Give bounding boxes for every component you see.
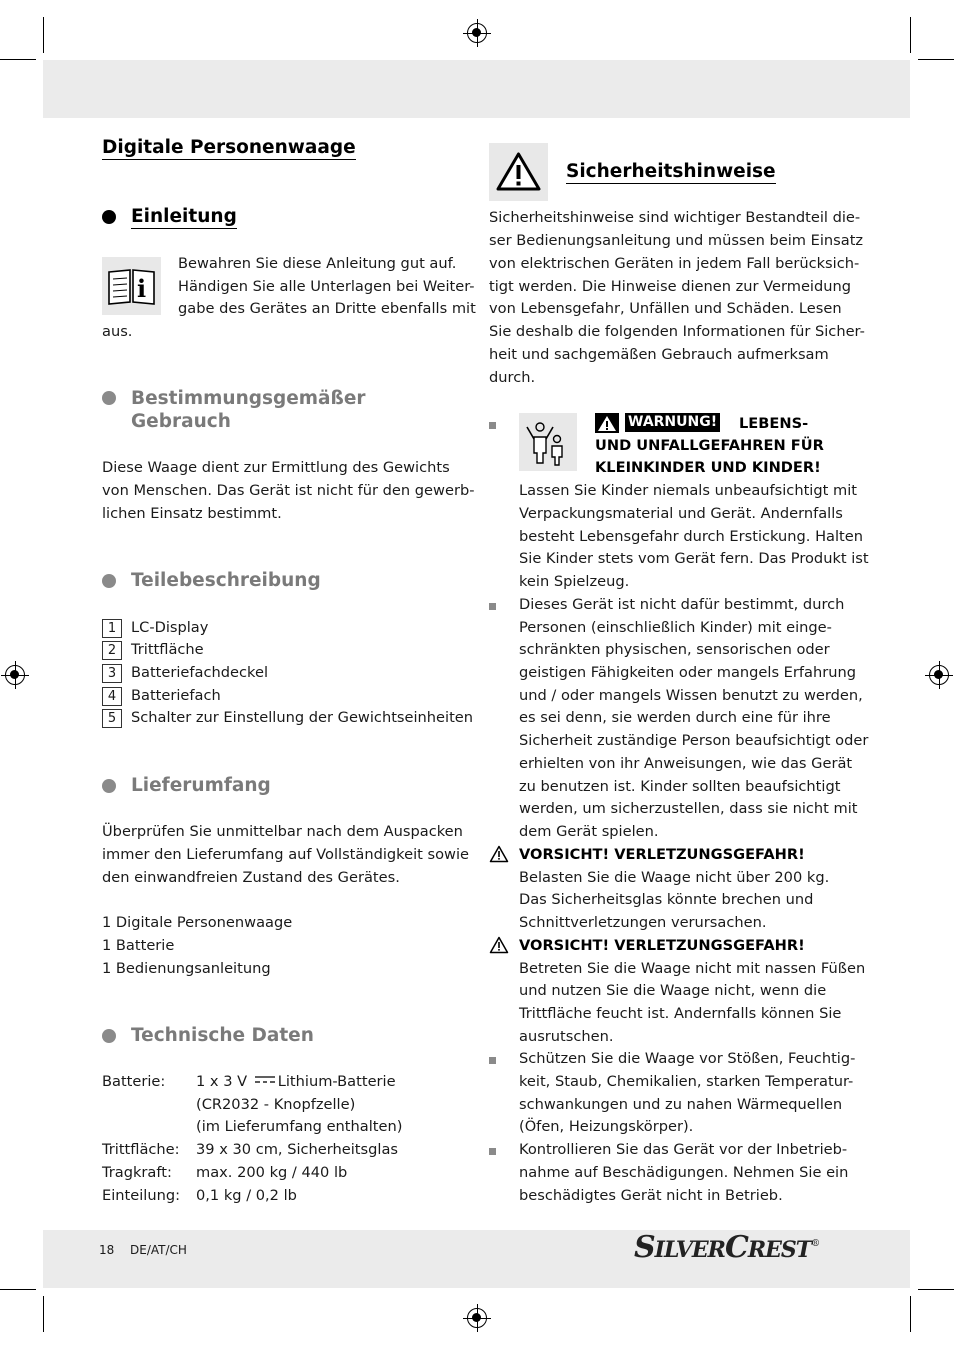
part-number: 1 bbox=[102, 619, 122, 638]
liefer-item: 1 Batterie bbox=[102, 937, 175, 954]
bullet2-line: Personen (einschließlich Kinder) mit einge- bbox=[519, 619, 832, 636]
caution-title: VORSICHT! VERLETZUNGSGEFAHR! bbox=[519, 937, 805, 954]
spec-value: (im Lieferumfang enthalten) bbox=[196, 1118, 403, 1135]
caution2-line: und nutzen Sie die Waage nicht, wenn die bbox=[519, 982, 827, 999]
section-bullet bbox=[102, 1029, 116, 1043]
page-title: Digitale Personenwaage bbox=[102, 137, 356, 158]
bullet2-line: schränkten physischen, sensorischen oder bbox=[519, 641, 830, 658]
intro-line: ser Bedienungsanleitung und müssen beim Einsatz bbox=[489, 232, 864, 249]
liefer-line: den einwandfreien Zustand des Gerätes. bbox=[102, 869, 400, 886]
bullet4-line: nahme auf Beschädigungen. Nehmen Sie ein bbox=[519, 1164, 849, 1181]
intro-line: Sie deshalb die folgenden Informationen für Sicher- bbox=[489, 323, 865, 340]
einleitung-line: Händigen Sie alle Unterlagen bei Weiter- bbox=[178, 278, 475, 295]
header-bar bbox=[43, 60, 910, 118]
bullet2-line: Dieses Gerät ist nicht dafür bestimmt, durch bbox=[519, 596, 845, 613]
warning-title: KLEINKINDER UND KINDER! bbox=[595, 459, 821, 476]
warning-line: besteht Lebensgefahr durch Erstickung. Halten bbox=[519, 528, 864, 545]
bullet2-line: erhielten von ihr Anweisungen, wie das Gerät bbox=[519, 755, 853, 772]
heading-bestimmung: Bestimmungsgemäßer bbox=[131, 388, 366, 409]
bullet2-line: dem Gerät spielen. bbox=[519, 823, 659, 840]
part-number: 2 bbox=[102, 641, 122, 660]
section-bullet bbox=[102, 391, 116, 405]
part-label: Schalter zur Einstellung der Gewichtseinheiten bbox=[131, 709, 474, 726]
bullet2-line: werden, um sicherzustellen, dass sie nicht mit bbox=[519, 800, 858, 817]
crop-mark bbox=[43, 1296, 44, 1332]
spec-label: Tragkraft: bbox=[102, 1164, 172, 1181]
intro-line: Sicherheitshinweise sind wichtiger Bestandteil die- bbox=[489, 209, 861, 226]
registration-mark-icon bbox=[467, 1308, 487, 1328]
part-label: Trittfläche bbox=[131, 641, 204, 658]
spec-value bbox=[196, 1071, 396, 1094]
liefer-item: 1 Bedienungsanleitung bbox=[102, 960, 271, 977]
brand-logo: SILVERCREST® bbox=[634, 1230, 820, 1265]
bullet2-line: zu benutzen ist. Kinder sollten beaufsichtigt bbox=[519, 778, 841, 795]
section-bullet bbox=[102, 779, 116, 793]
part-label: Batteriefachdeckel bbox=[131, 664, 268, 681]
spec-value-text: 1 x 3 V bbox=[196, 1073, 248, 1090]
heading-lieferumfang: Lieferumfang bbox=[131, 775, 271, 796]
registration-mark-icon bbox=[5, 665, 25, 685]
caution1-line: Schnittverletzungen verursachen. bbox=[519, 914, 767, 931]
dc-symbol-icon bbox=[255, 1070, 275, 1080]
part-number: 4 bbox=[102, 687, 122, 706]
list-bullet bbox=[489, 603, 496, 610]
liefer-line: immer den Lieferumfang auf Vollständigkeit sowie bbox=[102, 846, 469, 863]
part-number: 3 bbox=[102, 664, 122, 683]
section-bullet bbox=[102, 210, 116, 224]
bullet3-line: keit, Staub, Chemikalien, starken Temperatur- bbox=[519, 1073, 854, 1090]
caution2-line: Betreten Sie die Waage nicht mit nassen Füßen bbox=[519, 960, 866, 977]
registration-mark-icon bbox=[467, 23, 487, 43]
heading-teile: Teilebeschreibung bbox=[131, 570, 321, 591]
warning-title: UND UNFALLGEFAHREN FÜR bbox=[595, 437, 824, 454]
spec-value: (CR2032 - Knopfzelle) bbox=[196, 1096, 356, 1113]
intro-line: von Lebensgefahr, Unfällen und Schäden. Lesen bbox=[489, 300, 842, 317]
crop-mark bbox=[918, 59, 954, 60]
spec-value: 0,1 kg / 0,2 lb bbox=[196, 1187, 297, 1204]
heading-bestimmung: Gebrauch bbox=[131, 411, 231, 432]
bullet3-line: schwankungen und zu nahen Wärmequellen bbox=[519, 1096, 843, 1113]
caution1-line: Belasten Sie die Waage nicht über 200 kg. bbox=[519, 869, 830, 886]
bullet2-line: Sicherheit zuständige Person beaufsichtigt oder bbox=[519, 732, 869, 749]
heading-technik: Technische Daten bbox=[131, 1025, 314, 1046]
intro-line: von elektrischen Geräten in jedem Fall berücksich- bbox=[489, 255, 860, 272]
list-bullet bbox=[489, 1148, 496, 1155]
warning-line: Verpackungsmaterial und Gerät. Andernfalls bbox=[519, 505, 843, 522]
spec-value: max. 200 kg / 440 lb bbox=[196, 1164, 348, 1181]
heading-einleitung: Einleitung bbox=[131, 206, 237, 227]
caution-title: VORSICHT! VERLETZUNGSGEFAHR! bbox=[519, 846, 805, 863]
spec-label: Batterie: bbox=[102, 1073, 166, 1090]
bullet3-line: Schützen Sie die Waage vor Stößen, Feuchtig- bbox=[519, 1050, 856, 1067]
bestimmung-line: Diese Waage dient zur Ermittlung des Gewichts bbox=[102, 459, 450, 476]
bullet4-line: Kontrollieren Sie das Gerät vor der Inbetrieb- bbox=[519, 1141, 848, 1158]
crop-mark bbox=[0, 1289, 36, 1290]
list-bullet bbox=[489, 422, 496, 429]
einleitung-line: aus. bbox=[102, 323, 133, 340]
bullet2-line: es sei denn, sie werden durch eine für ihre bbox=[519, 709, 831, 726]
liefer-item: 1 Digitale Personenwaage bbox=[102, 914, 293, 931]
crop-mark bbox=[910, 17, 911, 53]
crop-mark bbox=[0, 59, 36, 60]
caution-triangle-icon bbox=[489, 936, 509, 954]
child-warning-icon bbox=[519, 413, 577, 471]
crop-mark bbox=[918, 1289, 954, 1290]
intro-line: tigt werden. Die Hinweise dienen zur Vermeidung bbox=[489, 278, 852, 295]
bullet2-line: und / oder mangels Wissen benutzt zu werden, bbox=[519, 687, 863, 704]
part-number: 5 bbox=[102, 709, 122, 728]
warning-line: Sie Kinder stets vom Gerät fern. Das Produkt ist bbox=[519, 550, 869, 567]
caution2-line: ausrutschen. bbox=[519, 1028, 614, 1045]
liefer-line: Überprüfen Sie unmittelbar nach dem Auspacken bbox=[102, 823, 463, 840]
einleitung-line: gabe des Gerätes an Dritte ebenfalls mit bbox=[178, 300, 476, 317]
caution-triangle-icon bbox=[489, 845, 509, 863]
bestimmung-line: lichen Einsatz bestimmt. bbox=[102, 505, 282, 522]
spec-value-suffix: Lithium-Batterie bbox=[277, 1073, 396, 1090]
bullet4-line: beschädigtes Gerät nicht in Betrieb. bbox=[519, 1187, 783, 1204]
bestimmung-line: von Menschen. Das Gerät ist nicht für den gewerb- bbox=[102, 482, 475, 499]
caution2-line: Trittfläche feucht ist. Andernfalls können Sie bbox=[519, 1005, 842, 1022]
spec-label: Trittfläche: bbox=[102, 1141, 180, 1158]
einleitung-line: Bewahren Sie diese Anleitung gut auf. bbox=[178, 255, 457, 272]
crop-mark bbox=[43, 17, 44, 53]
caution1-line: Das Sicherheitsglas könnte brechen und bbox=[519, 891, 814, 908]
warning-small-icon bbox=[595, 413, 619, 433]
page-number: 18 bbox=[99, 1243, 115, 1257]
info-book-icon bbox=[102, 257, 161, 315]
warning-line: kein Spielzeug. bbox=[519, 573, 630, 590]
country-codes: DE/AT/CH bbox=[130, 1243, 187, 1257]
warning-line: Lassen Sie Kinder niemals unbeaufsichtigt mit bbox=[519, 482, 857, 499]
spec-label: Einteilung: bbox=[102, 1187, 181, 1204]
warning-title: LEBENS- bbox=[739, 415, 809, 432]
spec-value: 39 x 30 cm, Sicherheitsglas bbox=[196, 1141, 398, 1158]
crop-mark bbox=[910, 1296, 911, 1332]
part-label: LC-Display bbox=[131, 619, 209, 636]
bullet2-line: geistigen Fähigkeiten oder mangels Erfahrung bbox=[519, 664, 856, 681]
heading-sicherheit: Sicherheitshinweise bbox=[566, 161, 776, 182]
registration-mark-icon bbox=[929, 665, 949, 685]
bullet3-line: (Öfen, Heizungskörper). bbox=[519, 1118, 694, 1135]
intro-line: heit und sachgemäßen Gebrauch aufmerksam bbox=[489, 346, 829, 363]
part-label: Batteriefach bbox=[131, 687, 221, 704]
warning-badge: WARNUNG! bbox=[625, 413, 720, 432]
list-bullet bbox=[489, 1057, 496, 1064]
svg-text:i: i bbox=[137, 274, 147, 303]
warning-triangle-icon bbox=[489, 143, 548, 201]
intro-line: durch. bbox=[489, 369, 536, 386]
section-bullet bbox=[102, 574, 116, 588]
